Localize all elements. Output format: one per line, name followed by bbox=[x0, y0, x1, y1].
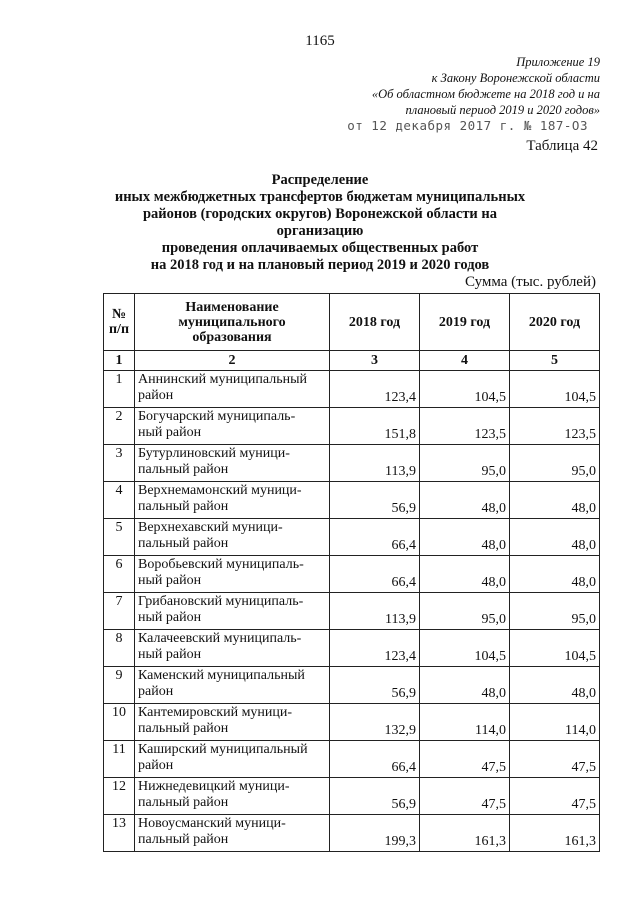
row-number: 1 bbox=[104, 371, 135, 408]
value-2019: 114,0 bbox=[420, 704, 510, 741]
header-name-line: муниципального bbox=[178, 314, 286, 330]
name-line: Верхнемамонский муници- bbox=[138, 483, 302, 498]
row-number: 10 bbox=[104, 704, 135, 741]
title-line: районов (городских округов) Воронежской области на организацию bbox=[142, 206, 498, 239]
header-2019: 2019 год bbox=[420, 294, 510, 351]
header-row bbox=[104, 294, 600, 351]
title-line: на 2018 год и на плановый период 2019 и 2020 годов bbox=[150, 257, 490, 273]
appendix-line: Приложение 19 bbox=[516, 55, 600, 69]
value-2018: 66,4 bbox=[330, 519, 420, 556]
value-2020: 95,0 bbox=[510, 593, 600, 630]
value-2019: 161,3 bbox=[420, 815, 510, 852]
name-line: пальный район bbox=[138, 721, 229, 736]
municipality-name bbox=[135, 815, 330, 852]
column-index-row bbox=[104, 351, 600, 371]
value-2019: 104,5 bbox=[420, 630, 510, 667]
table-row bbox=[104, 630, 600, 667]
header-name-line: Наименование bbox=[185, 299, 279, 315]
name-line: пальный район bbox=[138, 536, 229, 551]
column-index: 4 bbox=[420, 351, 510, 371]
municipality-name bbox=[135, 630, 330, 667]
title-line: Распределение bbox=[271, 172, 369, 188]
value-2019: 47,5 bbox=[420, 741, 510, 778]
value-2020: 104,5 bbox=[510, 630, 600, 667]
header-number-line: № bbox=[111, 307, 127, 322]
page-number: 1165 bbox=[305, 33, 335, 49]
municipality-name bbox=[135, 704, 330, 741]
header-2018: 2018 год bbox=[330, 294, 420, 351]
value-2019: 48,0 bbox=[420, 519, 510, 556]
value-2020: 48,0 bbox=[510, 482, 600, 519]
document-title bbox=[100, 172, 540, 274]
row-number: 8 bbox=[104, 630, 135, 667]
name-line: пальный район bbox=[138, 462, 229, 477]
appendix-line: плановый период 2019 и 2020 годов» bbox=[405, 103, 600, 117]
municipality-name bbox=[135, 445, 330, 482]
sum-units-label: Сумма (тыс. рублей) bbox=[464, 274, 596, 290]
name-line: район bbox=[138, 758, 174, 773]
name-line: Каменский муниципальный bbox=[138, 668, 305, 683]
value-2018: 123,4 bbox=[330, 371, 420, 408]
municipality-name bbox=[135, 741, 330, 778]
value-2018: 123,4 bbox=[330, 630, 420, 667]
table-row bbox=[104, 408, 600, 445]
value-2019: 123,5 bbox=[420, 408, 510, 445]
header-name-line: образования bbox=[192, 329, 272, 345]
municipality-name bbox=[135, 408, 330, 445]
table-row bbox=[104, 741, 600, 778]
row-number: 3 bbox=[104, 445, 135, 482]
distribution-table bbox=[103, 293, 600, 852]
value-2020: 47,5 bbox=[510, 778, 600, 815]
row-number: 4 bbox=[104, 482, 135, 519]
table-row bbox=[104, 519, 600, 556]
value-2019: 47,5 bbox=[420, 778, 510, 815]
title-line: проведения оплачиваемых общественных работ bbox=[161, 240, 479, 256]
row-number: 11 bbox=[104, 741, 135, 778]
municipality-name bbox=[135, 482, 330, 519]
table-row bbox=[104, 815, 600, 852]
value-2018: 113,9 bbox=[330, 593, 420, 630]
municipality-name bbox=[135, 371, 330, 408]
row-number: 2 bbox=[104, 408, 135, 445]
header-2020: 2020 год bbox=[510, 294, 600, 351]
name-line: Верхнехавский муници- bbox=[138, 520, 283, 535]
table-row bbox=[104, 593, 600, 630]
table-row bbox=[104, 556, 600, 593]
name-line: Нижнедевицкий муници- bbox=[138, 779, 290, 794]
name-line: ный район bbox=[138, 647, 202, 662]
column-index: 2 bbox=[135, 351, 330, 371]
name-line: Новоусманский муници- bbox=[138, 816, 286, 831]
table-row bbox=[104, 778, 600, 815]
name-line: Кантемировский муници- bbox=[138, 705, 293, 720]
value-2018: 132,9 bbox=[330, 704, 420, 741]
table-row bbox=[104, 704, 600, 741]
name-line: Аннинский муниципальный bbox=[138, 372, 307, 387]
value-2018: 113,9 bbox=[330, 445, 420, 482]
value-2020: 48,0 bbox=[510, 519, 600, 556]
value-2019: 48,0 bbox=[420, 667, 510, 704]
name-line: Богучарский муниципаль- bbox=[138, 409, 296, 424]
name-line: пальный район bbox=[138, 795, 229, 810]
value-2018: 66,4 bbox=[330, 556, 420, 593]
municipality-name bbox=[135, 556, 330, 593]
column-index: 3 bbox=[330, 351, 420, 371]
row-number: 6 bbox=[104, 556, 135, 593]
municipality-name bbox=[135, 519, 330, 556]
name-line: район bbox=[138, 684, 174, 699]
table-label: Таблица 42 bbox=[526, 138, 598, 154]
header-number-line: п/п bbox=[108, 322, 130, 337]
value-2020: 104,5 bbox=[510, 371, 600, 408]
value-2020: 48,0 bbox=[510, 667, 600, 704]
name-line: Бутурлиновский муници- bbox=[138, 446, 290, 461]
header-number bbox=[104, 294, 135, 351]
name-line: ный район bbox=[138, 573, 202, 588]
name-line: ный район bbox=[138, 425, 202, 440]
name-line: район bbox=[138, 388, 174, 403]
value-2020: 123,5 bbox=[510, 408, 600, 445]
value-2019: 95,0 bbox=[420, 445, 510, 482]
municipality-name bbox=[135, 667, 330, 704]
municipality-name bbox=[135, 778, 330, 815]
column-index: 5 bbox=[510, 351, 600, 371]
value-2018: 66,4 bbox=[330, 741, 420, 778]
name-line: ный район bbox=[138, 610, 202, 625]
appendix-line: к Закону Воронежской области bbox=[431, 71, 600, 85]
value-2019: 95,0 bbox=[420, 593, 510, 630]
value-2020: 161,3 bbox=[510, 815, 600, 852]
row-number: 13 bbox=[104, 815, 135, 852]
value-2019: 104,5 bbox=[420, 371, 510, 408]
title-line: иных межбюджетных трансфертов бюджетам муниципальных bbox=[114, 189, 526, 205]
value-2018: 199,3 bbox=[330, 815, 420, 852]
row-number: 9 bbox=[104, 667, 135, 704]
header-name bbox=[135, 294, 330, 351]
name-line: Грибановский муниципаль- bbox=[138, 594, 304, 609]
name-line: пальный район bbox=[138, 832, 229, 847]
value-2018: 56,9 bbox=[330, 482, 420, 519]
name-line: пальный район bbox=[138, 499, 229, 514]
value-2020: 114,0 bbox=[510, 704, 600, 741]
value-2020: 48,0 bbox=[510, 556, 600, 593]
value-2018: 56,9 bbox=[330, 778, 420, 815]
row-number: 7 bbox=[104, 593, 135, 630]
table-row bbox=[104, 445, 600, 482]
value-2018: 151,8 bbox=[330, 408, 420, 445]
law-date-stamp: от 12 декабря 2017 г. № 187-ОЗ bbox=[347, 118, 588, 133]
table-row bbox=[104, 667, 600, 704]
name-line: Каширский муниципальный bbox=[138, 742, 308, 757]
value-2020: 47,5 bbox=[510, 741, 600, 778]
value-2019: 48,0 bbox=[420, 556, 510, 593]
value-2018: 56,9 bbox=[330, 667, 420, 704]
row-number: 5 bbox=[104, 519, 135, 556]
value-2020: 95,0 bbox=[510, 445, 600, 482]
name-line: Воробьевский муниципаль- bbox=[138, 557, 304, 572]
name-line: Калачеевский муниципаль- bbox=[138, 631, 302, 646]
column-index: 1 bbox=[104, 351, 135, 371]
table-row bbox=[104, 371, 600, 408]
row-number: 12 bbox=[104, 778, 135, 815]
municipality-name bbox=[135, 593, 330, 630]
table-row bbox=[104, 482, 600, 519]
appendix-line: «Об областном бюджете на 2018 год и на bbox=[371, 87, 600, 101]
value-2019: 48,0 bbox=[420, 482, 510, 519]
appendix-reference bbox=[372, 54, 600, 118]
